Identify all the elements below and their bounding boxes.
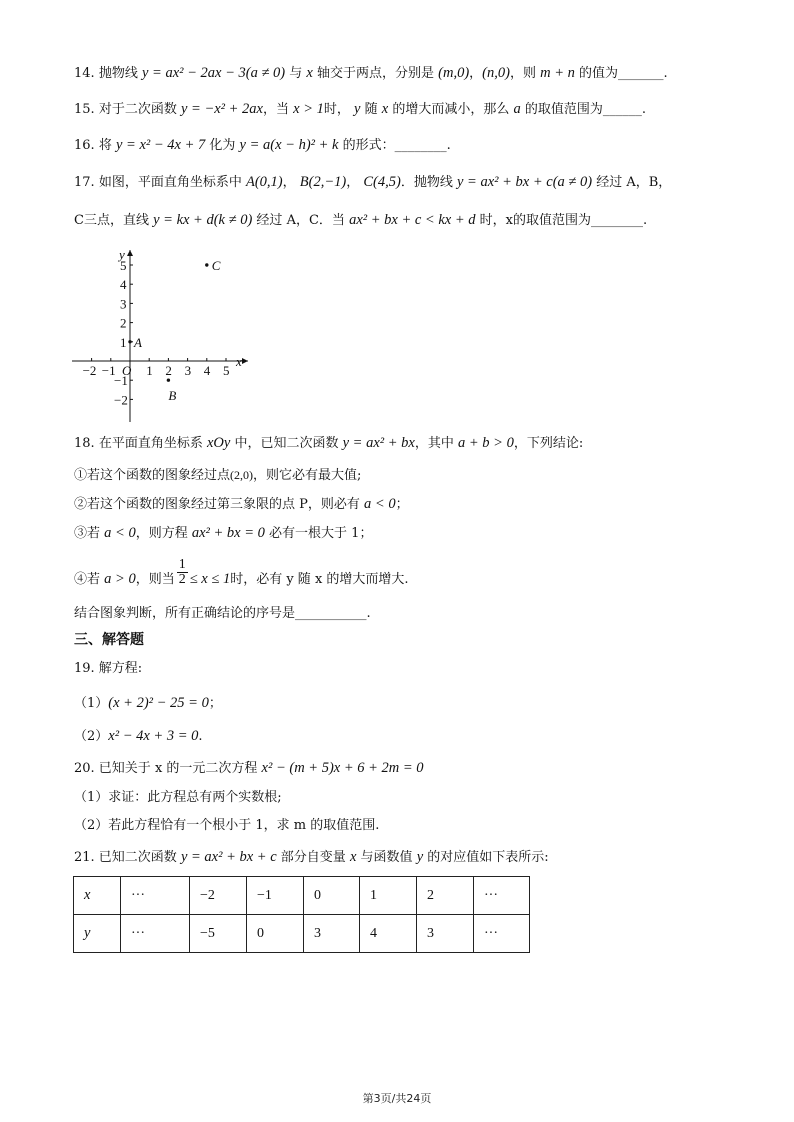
y-tick-label: 2 [120,315,127,331]
table-cell: 4 [360,915,417,953]
q18-conclusion: 结合图象判断，所有正确结论的序号是___________. [74,606,371,621]
fraction-one-half: $\frac{1}{2}$ [178,557,186,587]
y-tick-label: 3 [120,296,127,312]
q20-part-2: （2）若此方程恰有一个根小于 1，求 m 的取值范围. [74,818,380,833]
table-cell: ··· [474,877,530,915]
point-b [167,379,170,382]
point-a [128,340,131,343]
q19-part-2: （2）x² − 4x + 3 = 0. [74,728,203,744]
x-tick-label: 1 [146,363,153,378]
q19-part-1: （1）(x + 2)² − 25 = 0； [74,695,222,711]
point-c [205,263,208,266]
table-cell: 0 [247,915,304,953]
question-17-line-2: C三点，直线 y = kx + d(k ≠ 0) 经过 A，C．当 ax² + bx + c < kx + d 时，x的取值范围为________. [74,212,648,228]
x-tick-label: 4 [203,363,211,378]
table-row [74,915,530,953]
table-cell: 3 [304,915,360,953]
y-tick-label: −1 [114,373,128,389]
q18-option-2: ②若这个函数的图象经过第三象限的点 P，则必有 a < 0； [74,496,409,512]
table-cell: ··· [121,877,190,915]
x-axis-label: x [236,354,242,369]
table-cell: 1 [360,877,417,915]
table-cell: 2 [417,877,474,915]
y-tick-label: 4 [120,277,127,293]
q18-option-3: ③若 a < 0，则方程 ax² + bx = 0 必有一根大于 1； [74,525,373,541]
table-cell: x [74,877,121,915]
origin-label: O [122,363,132,378]
value-table [73,876,530,953]
table-row [74,877,530,915]
point-label-c: C [211,258,221,273]
table-cell: −2 [190,877,247,915]
x-tick-label: 3 [184,363,192,378]
page-footer: 第3页/共24页 [362,1092,432,1105]
table-cell: −5 [190,915,247,953]
table-cell: y [74,915,121,953]
table-cell: ··· [474,915,530,953]
section-heading: 三、解答题 [74,632,144,648]
question-17-line-1: 17. 如图，平面直角坐标系中 A(0,1)， B(2,−1)， C(4,5)．抛物线 y = ax² + bx + c(a ≠ 0) 经过 A，B， [74,174,672,190]
question-19-title: 19. 解方程: [74,661,143,676]
x-axis-arrow-icon [242,358,248,364]
question-20: 20. 已知关于 x 的一元二次方程 x² − (m + 5)x + 6 + 2m = 0 [74,760,424,776]
question-15: 15. 对于二次函数 y = −x² + 2ax，当 x > 1时， y 随 x 的增大而减小，那么 a 的取值范围为______. [74,101,647,117]
x-tick-label: −1 [101,363,116,378]
point-label-b: B [168,388,177,404]
table-cell: −1 [247,877,304,915]
x-tick-label: −2 [82,363,97,378]
table-cell: ··· [121,915,190,953]
q20-part-1: （1）求证：此方程总有两个实数根; [74,790,282,805]
table-cell: 0 [304,877,360,915]
y-tick-label: 5 [120,258,127,273]
question-14: 14. 抛物线 y = ax² − 2ax − 3(a ≠ 0) 与 x 轴交于两点，分别是 (m,0)，(n,0)，则 m + n 的值为_______. [74,65,668,81]
y-tick-label: 1 [120,334,127,350]
x-tick-label: 5 [223,363,230,378]
coordinate-graph [66,240,256,430]
y-axis-label: y [119,247,125,262]
y-axis-arrow-icon [127,250,133,256]
q18-option-4: ④若 a > 0，则当 $\frac{1}{2}$ ≤ x ≤ 1时，必有 y 随 x 的增大而增大. [74,557,409,587]
point-label-a: A [134,334,142,350]
y-tick-label: −2 [114,392,128,408]
table-cell: 3 [417,915,474,953]
question-16: 16. 将 y = x² − 4x + 7 化为 y = a(x − h)² + k 的形式：________. [74,137,451,153]
q18-option-1: ①若这个函数的图象经过点(2,0)，则它必有最大值; [74,468,362,483]
question-21: 21. 已知二次函数 y = ax² + bx + c 部分自变量 x 与函数值 y 的对应值如下表所示: [74,849,549,865]
x-tick-label: 2 [165,363,172,378]
question-18: 18. 在平面直角坐标系 xOy 中，已知二次函数 y = ax² + bx，其中 a + b > 0，下列结论: [74,435,584,451]
